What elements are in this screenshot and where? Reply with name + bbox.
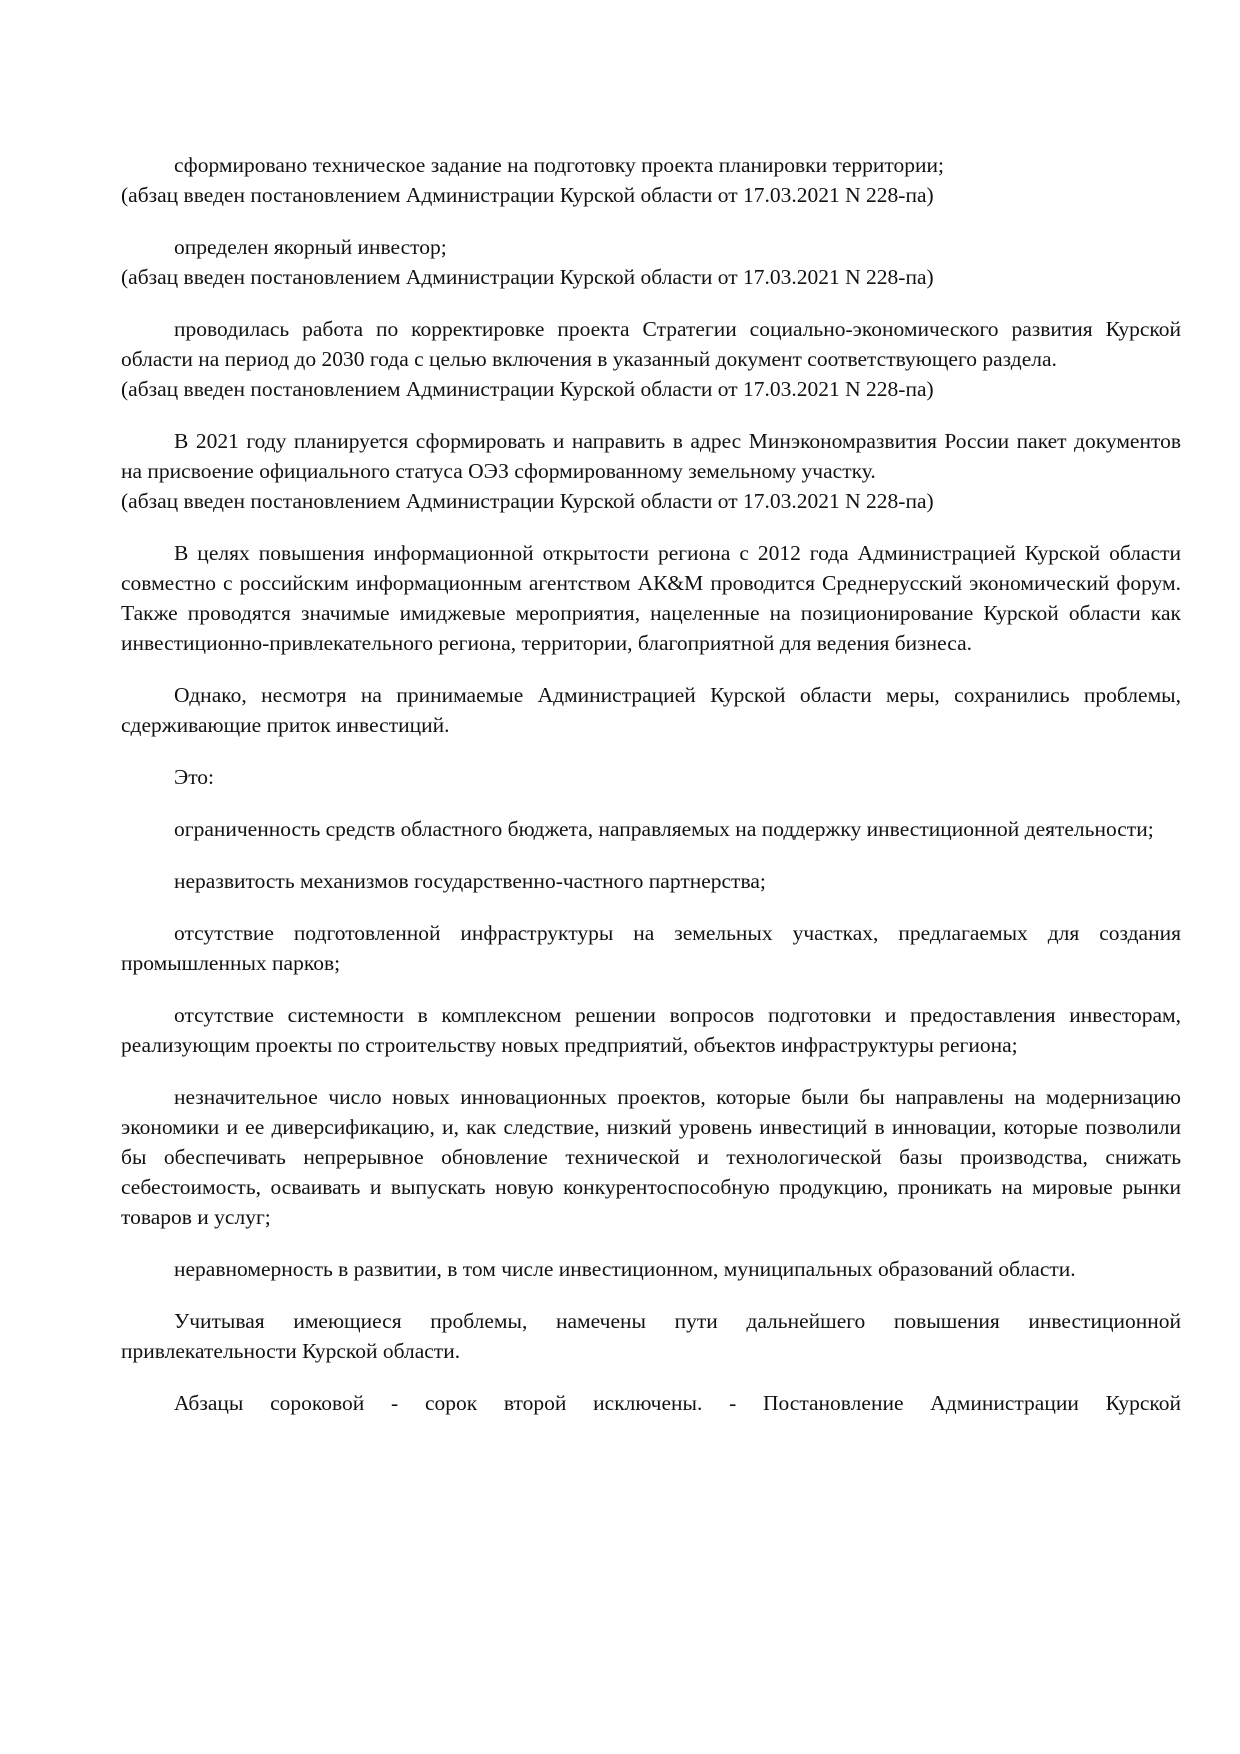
paragraph-text: сформировано техническое задание на подготовку проекта планировки территории; [174,153,945,177]
amendment-note: (абзац введен постановлением Администрации Курской области от 17.03.2021 N 228-па) [121,489,934,513]
paragraph-text: Абзацы сороковой - сорок второй исключены. - Постановление Администрации Курской [174,1391,1181,1415]
paragraph-text: отсутствие системности в комплексном решении вопросов подготовки и предоставления инвесторам, реализующим проекты по строительству новых предприятий, объектов инфраструктуры региона; [121,1003,1181,1057]
list-item [121,1254,1181,1284]
paragraph-text: В 2021 году планируется сформировать и направить в адрес Минэкономразвития России пакет документов на присвоение официального статуса ОЭЗ сформированному земельному участку. [121,429,1181,483]
paragraph-text: Это: [174,765,215,789]
paragraph-text: незначительное число новых инновационных проектов, которые были бы направлены на модернизацию экономики и ее диверсификацию, и, как следствие, низкий уровень инвестиций в инновации, которые позволили бы обеспечивать непрерывное обновление технической и технологической базы производства, снижать себестоимость, осваивать и выпускать новую конкурентоспособную продукцию, проникать на мировые рынки товаров и услуг; [121,1085,1181,1229]
paragraph [121,538,1181,658]
paragraph [121,1306,1181,1366]
paragraph-text: В целях повышения информационной открытости региона с 2012 года Администрацией Курской области совместно с российским информационным агентством АК&М проводится Среднерусский экономический форум. Также проводятся значимые имиджевые мероприятия, нацеленные на позиционирование Курской области как инвестиционно-привлекательного региона, территории, благоприятной для ведения бизнеса. [121,541,1181,655]
paragraph-text: определен якорный инвестор; [174,235,447,259]
paragraph [121,314,1181,404]
paragraph-text: неразвитость механизмов государственно-частного партнерства; [174,869,766,893]
paragraph-text: ограниченность средств областного бюджета, направляемых на поддержку инвестиционной деятельности; [174,817,1154,841]
paragraph-text: Учитывая имеющиеся проблемы, намечены пути дальнейшего повышения инвестиционной привлекательности Курской области. [121,1309,1181,1363]
paragraph [121,232,1181,292]
paragraph-text: проводилась работа по корректировке проекта Стратегии социально-экономического развития Курской области на период до 2030 года с целью включения в указанный документ соответствующего раздела. [121,317,1181,371]
paragraph [121,1388,1181,1418]
paragraph [121,680,1181,740]
document-page [121,150,1181,1440]
list-item [121,918,1181,978]
paragraph [121,426,1181,516]
list-item [121,814,1181,844]
amendment-note: (абзац введен постановлением Администрации Курской области от 17.03.2021 N 228-па) [121,265,934,289]
list-item [121,1082,1181,1232]
amendment-note: (абзац введен постановлением Администрации Курской области от 17.03.2021 N 228-па) [121,183,934,207]
paragraph-text: неравномерность в развитии, в том числе инвестиционном, муниципальных образований области. [174,1257,1076,1281]
list-item [121,866,1181,896]
amendment-note: (абзац введен постановлением Администрации Курской области от 17.03.2021 N 228-па) [121,377,934,401]
paragraph [121,762,1181,792]
paragraph [121,150,1181,210]
list-item [121,1000,1181,1060]
paragraph-text: Однако, несмотря на принимаемые Администрацией Курской области меры, сохранились проблемы, сдерживающие приток инвестиций. [121,683,1181,737]
paragraph-text: отсутствие подготовленной инфраструктуры на земельных участках, предлагаемых для создания промышленных парков; [121,921,1181,975]
